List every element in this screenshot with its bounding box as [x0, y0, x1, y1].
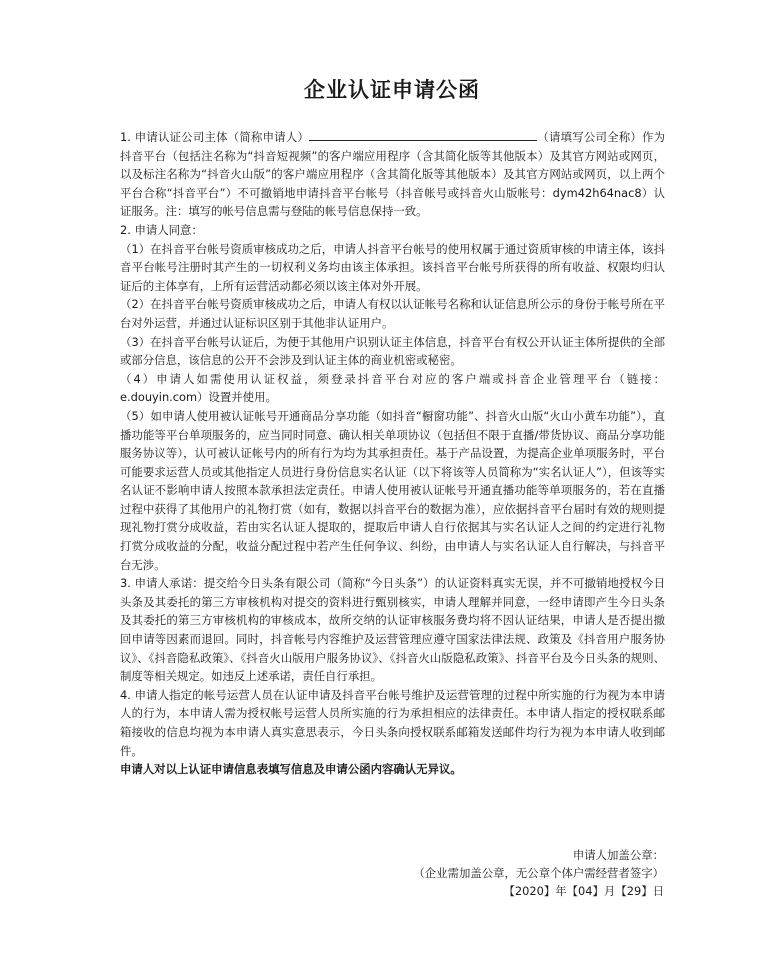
letter-body: [120, 128, 665, 779]
section-2-item-3: （3）在抖音平台帐号认证后，为便于其他用户识别认证主体信息，抖音平台有权公开认证主体所提供的全部或部分信息，该信息的公开不会涉及到认证主体的商业机密或秘密。: [120, 334, 665, 368]
section-2-item-1: （1）在抖音平台帐号资质审核成功之后，申请人抖音平台帐号的使用权属于通过资质审核的申请主体，该抖音平台帐号注册时其产生的一切权利义务均由该主体承担。该抖音平台帐号所获得的所有收益、权限均归认证后的主体享有，上所有运营活动都必须以该主体对外开展。: [120, 241, 665, 293]
section-2-item-4: （4）申请人如需使用认证权益，须登录抖音平台对应的客户端或抖音企业管理平台（链接：e.douyin.com）设置并使用。: [120, 371, 665, 405]
page-title: 企业认证申请公函: [304, 78, 480, 102]
section-2-item-2: （2）在抖音平台帐号资质审核成功之后，申请人有权以认证帐号名称和认证信息所公示的身份于帐号所在平台对外运营，并通过认证标识区别于其他非认证用户。: [120, 297, 665, 330]
section-1-text: （请填写公司全称）作为抖音平台（包括注名称为“抖音短视频”的客户端应用程序（含其简化版等其他版本）及其官方网站或网页，以及标注名称为“抖音火山版”的客户端应用程序（含其简化版等其他版本）及其官方网站或网页，以上两个平台合称“抖音平台”）不可撤销地申请抖音平台帐号（抖音帐号或抖音火山版帐号：dym42h64nac8）认证服务。注：填写的帐号信息需与登陆的帐号信息保持一致。: [120, 130, 665, 219]
section-3: 3. 申请人承诺：提交给今日头条有限公司（简称“今日头条”）的认证资料真实无误，并不可撤销地授权今日头条及其委托的第三方审核机构对提交的资料进行甄别核实，申请人理解并同意，一经申请即产生今日头条及其委托的第三方审核机构的审核成本，故所交纳的认证审核服务费均将不因认证结果，申请人是否提出撤回申请等因素而退回。同时，抖音帐号内容维护及运营管理应遵守国家法律法规、政策及《抖音用户服务协议》、《抖音隐私政策》、《抖音火山版用户服务协议》、《抖音火山版隐私政策》、抖音平台及今日头条的规则、制度等相关规定。如违反上述承诺，责任自行承担。: [120, 576, 665, 684]
company-name-blank: [309, 128, 537, 141]
section-1: [120, 128, 665, 221]
section-2-item-5: （5）如申请人使用被认证帐号开通商品分享功能（如抖音“橱窗功能”、抖音火山版“火山小黄车功能”），直播功能等平台单项服务的，应当同时同意、确认相关单项协议（包括但不限于直播/带货协议、商品分享功能服务协议等），认可被认证帐号内的所有行为均为其承担责任。基于产品设置，为提高企业单项服务时，平台可能要求运营人员或其他指定人员进行身份信息实名认证（以下将该等人员简称为“实名认证人”），但该等实名认证不影响申请人按照本款承担法定责任。申请人使用被认证帐号开通直播功能等单项服务的，若在直播过程中获得了其他用户的礼物打赏（如有，数据以抖音平台的数据为准），应依据抖音平台届时有效的规则提现礼物打赏分成收益，若由实名认证人提取的，提取后申请人自行依据其与实名认证人之间的约定进行礼物打赏分成收益的分配，收益分配过程中若产生任何争议、纠纷，由申请人与实名认证人自行解决，与抖音平台无涉。: [120, 408, 665, 572]
signature-label: 申请人加盖公章：: [572, 848, 664, 862]
date-line: 【2020】年【04】月【29】日: [503, 884, 664, 898]
section-4: 4. 申请人指定的帐号运营人员在认证申请及抖音平台帐号维护及运营管理的过程中所实施的行为视为本申请人的行为，本申请人需为授权帐号运营人员所实施的行为承担相应的法律责任。本申请人指定的授权联系邮箱接收的信息均视为本申请人真实意思表示，今日头条向授权联系邮箱发送邮件均行为视为本申请人收到邮件。: [120, 687, 665, 758]
section-2-heading: 2. 申请人同意：: [120, 222, 203, 237]
signature-note: （企业需加盖公章，无公章个体户需经营者签字）: [413, 866, 664, 880]
section-1-lead: 1. 申请认证公司主体（简称申请人）: [120, 130, 310, 144]
confirmation-statement: 申请人对以上认证申请信息表填写信息及申请公函内容确认无异议。: [120, 762, 462, 777]
